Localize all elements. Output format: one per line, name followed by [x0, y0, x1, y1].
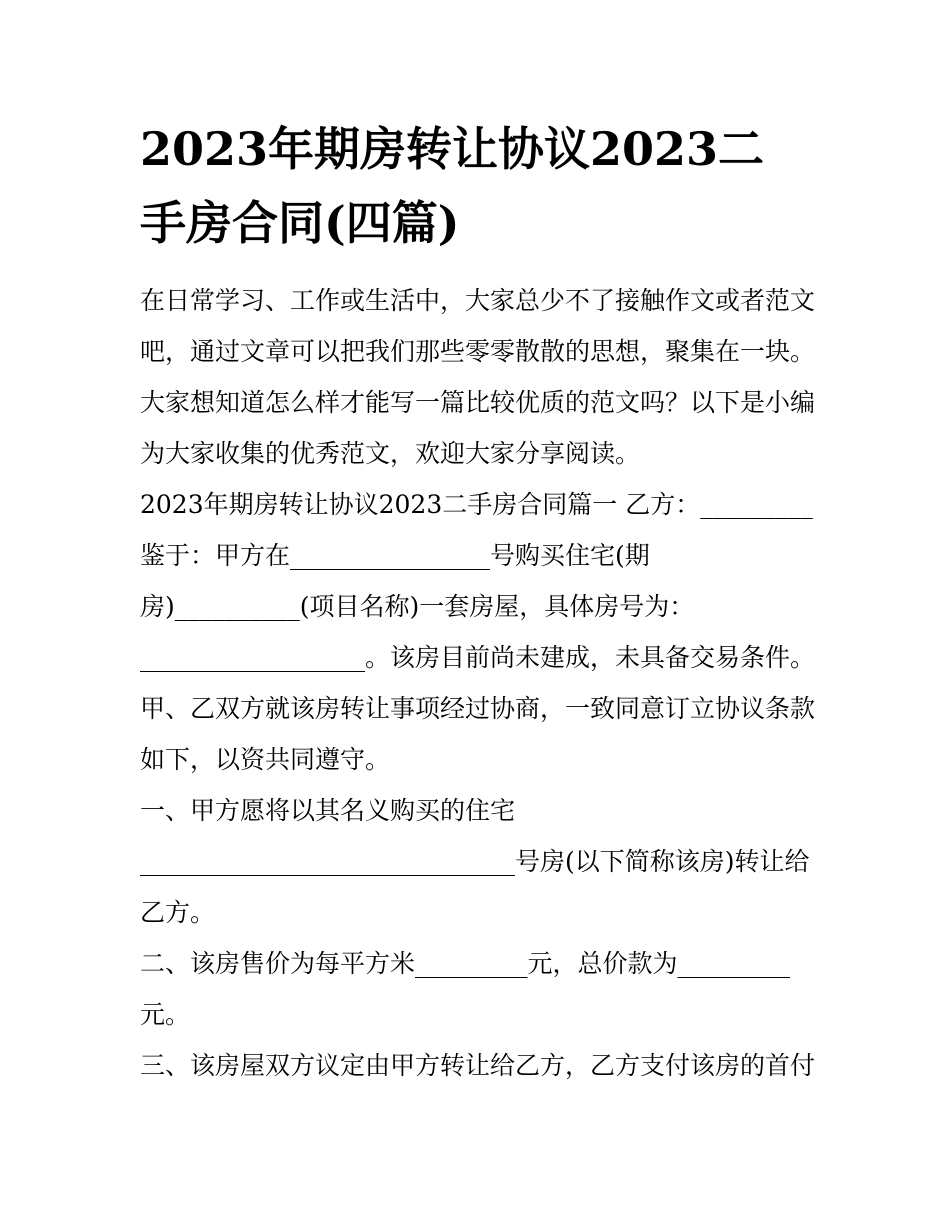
intro-line-3: 大家想知道怎么样才能写一篇比较优质的范文吗？以下是小编: [140, 388, 816, 417]
title-line-1: 2023年期房转让协议2023二: [140, 122, 765, 176]
clause-2-line-2: 元。: [140, 1000, 191, 1029]
intro-line-4: 为大家收集的优秀范文，欢迎大家分享阅读。: [140, 439, 641, 468]
body-line-7: 房)__________(项目名称)一套房屋，具体房号为：: [140, 592, 695, 621]
title-line-2: 手房合同(四篇): [140, 196, 460, 250]
clause-1-line-1: 一、甲方愿将以其名义购买的住宅: [140, 796, 516, 825]
body-line-8: __________________。该房目前尚未建成，未具备交易条件。: [140, 643, 816, 672]
body-line-6: 鉴于：甲方在________________号购买住宅(期: [140, 541, 650, 570]
document-title: [140, 112, 820, 260]
clause-3-line-1: 三、该房屋双方议定由甲方转让给乙方，乙方支付该房的首付: [140, 1051, 816, 1080]
section-heading-line: 2023年期房转让协议2023二手房合同篇一 乙方：_________: [140, 490, 813, 519]
intro-line-1: 在日常学习、工作或生活中，大家总少不了接触作文或者范文: [140, 286, 816, 315]
body-line-9: 甲、乙双方就该房转让事项经过协商，一致同意订立协议条款: [140, 694, 816, 723]
clause-1-line-2: ______________________________号房(以下简称该房)转让给: [140, 847, 810, 876]
intro-line-2: 吧，通过文章可以把我们那些零零散散的思想，聚集在一块。: [140, 337, 816, 366]
clause-2-line-1: 二、该房售价为每平方米_________元，总价款为_________: [140, 949, 791, 978]
body-line-10: 如下，以资共同遵守。: [140, 745, 391, 774]
clause-1-line-3: 乙方。: [140, 898, 216, 927]
